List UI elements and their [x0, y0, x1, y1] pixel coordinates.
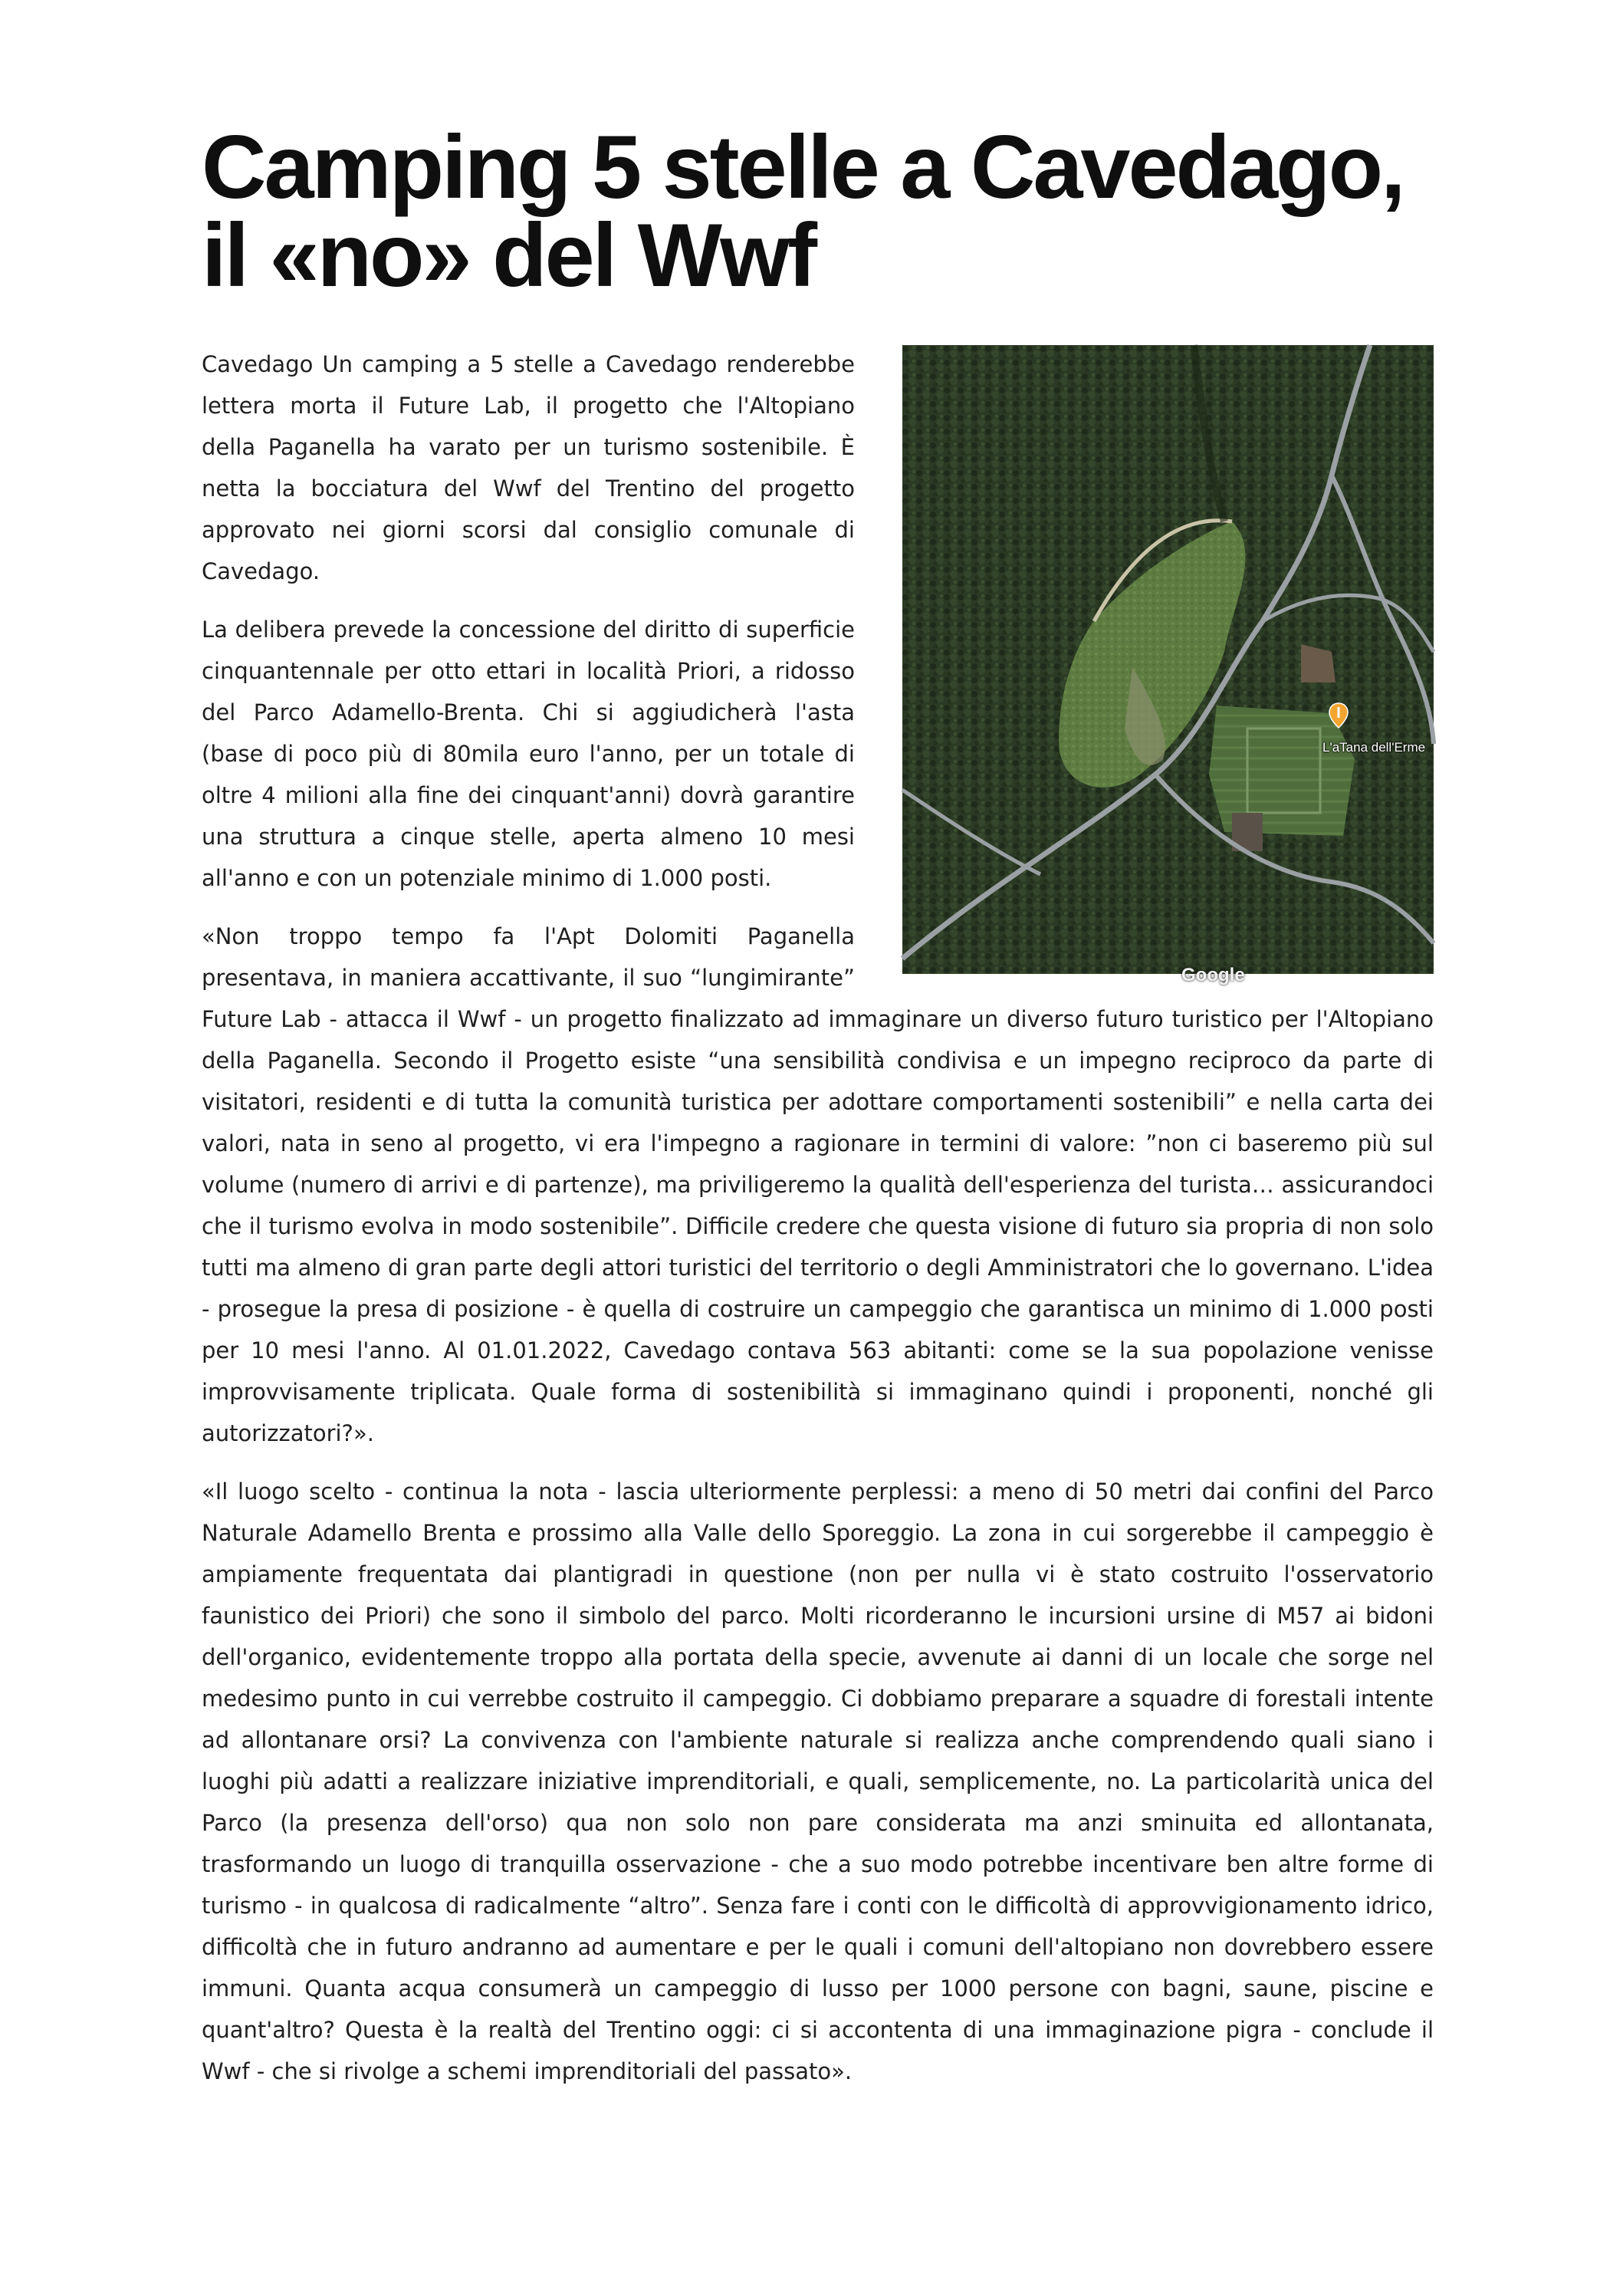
- map-attribution: Google: [1181, 965, 1245, 985]
- satellite-map-image: [902, 345, 1434, 985]
- article-page: [202, 117, 1434, 2109]
- restaurant-pin-icon: [1329, 702, 1349, 729]
- article-paragraph: La delibera prevede la concessione del diritto di superficie cinquantennale per otto ettari in località Priori, a ridosso del Parco Adamello-Brenta. Chi si aggiudicherà l'asta (base di poco più di 80mila euro l'anno, per un totale di oltre 4 milioni alla fine dei cinquant'anni) dovrà garantire una struttura a cinque stelle, aperta almeno 10 mesi all'anno e con un potenziale minimo di 1.000 posti.: [202, 617, 855, 891]
- headline-line-2: il «no» del Wwf: [202, 205, 816, 305]
- satellite-map-graphic: [902, 345, 1434, 974]
- map-poi-label: L'aTana dell'Erme: [1322, 740, 1426, 755]
- headline-line-1: Camping 5 stelle a Cavedago,: [202, 117, 1404, 217]
- article-paragraph: «Il luogo scelto - continua la nota - lascia ulteriormente perplessi: a meno di 50 metri dai confini del Parco Naturale Adamello Brenta e prossimo alla Valle dello Sporeggio. La zona in cui sorgerebbe il campeggio è ampiamente frequentata dai plantigradi in questione (non per nulla vi è stato costruito l'osservatorio faunistico dei Priori) che sono il simbolo del parco. Molti ricorderanno le incursioni ursine di M57 ai bidoni dell'organico, evidentemente troppo alla portata della specie, avvenute ai danni di un locale che sorge nel medesimo punto in cui verrebbe costruito il campeggio. Ci dobbiamo preparare a squadre di forestali intente ad allontanare orsi? La convivenza con l'ambiente naturale si realizza anche comprendendo quali siano i luoghi più adatti a realizzare iniziative imprenditoriali, e quali, semplicemente, no. La particolarità unica del Parco (la presenza dell'orso) qua non solo non pare considerata ma anzi sminuita ed allontanata, trasformando un luogo di tranquilla osservazione - che a suo modo potrebbe incentivare ben altre forme di turismo - in qualcosa di radicalmente “altro”. Senza fare i conti con le difficoltà di approvvigionamento idrico, difficoltà che in futuro andranno ad aumentare e per le quali i comuni dell'altopiano non dovrebbero essere immuni. Quanta acqua consumerà un campeggio di lusso per 1000 persone con bagni, saune, piscine e quant'altro? Questa è la realtà del Trentino oggi: ci si accontenta di una immaginazione pigra - conclude il Wwf - che si rivolge a schemi imprenditoriali del passato».: [202, 1479, 1434, 2084]
- headline: [202, 117, 1434, 305]
- article-paragraph: Cavedago Un camping a 5 stelle a Cavedago renderebbe lettera morta il Future Lab, il progetto che l'Altopiano della Paganella ha varato per un turismo sostenibile. È netta la bocciatura del Wwf del Trentino del progetto approvato nei giorni scorsi dal consiglio comunale di Cavedago.: [202, 351, 855, 584]
- article-body: [202, 344, 1434, 2092]
- article-paragraph: «Non troppo tempo fa l'Apt Dolomiti Paganella presentava, in maniera accattivante, il suo “lungimirante” Future Lab - attacca il Wwf - un progetto finalizzato ad immaginare un diverso futuro turistico per l'Altopiano della Paganella. Secondo il Progetto esiste “una sensibilità condivisa e un impegno reciproco da parte di visitatori, residenti e di tutta la comunità turistica per adottare comportamenti sostenibili” e nella carta dei valori, nata in seno al progetto, vi era l'impegno a ragionare in termini di valore: ”non ci baseremo più sul volume (numero di arrivi e di partenze), ma priviligeremo la qualità dell'esperienza del turista… assicurandoci che il turismo evolva in modo sostenibile”. Difficile credere che questa visione di futuro sia propria di non solo tutti ma almeno di gran parte degli attori turistici del territorio o degli Amministratori che lo governano. L'idea - prosegue la presa di posizione - è quella di costruire un campeggio che garantisca un minimo di 1.000 posti per 10 mesi l'anno. Al 01.01.2022, Cavedago contava 563 abitanti: come se la sua popolazione venisse improvvisamente triplicata. Quale forma di sostenibilità si immaginano quindi i proponenti, nonché gli autorizzatori?».: [202, 923, 1434, 1446]
